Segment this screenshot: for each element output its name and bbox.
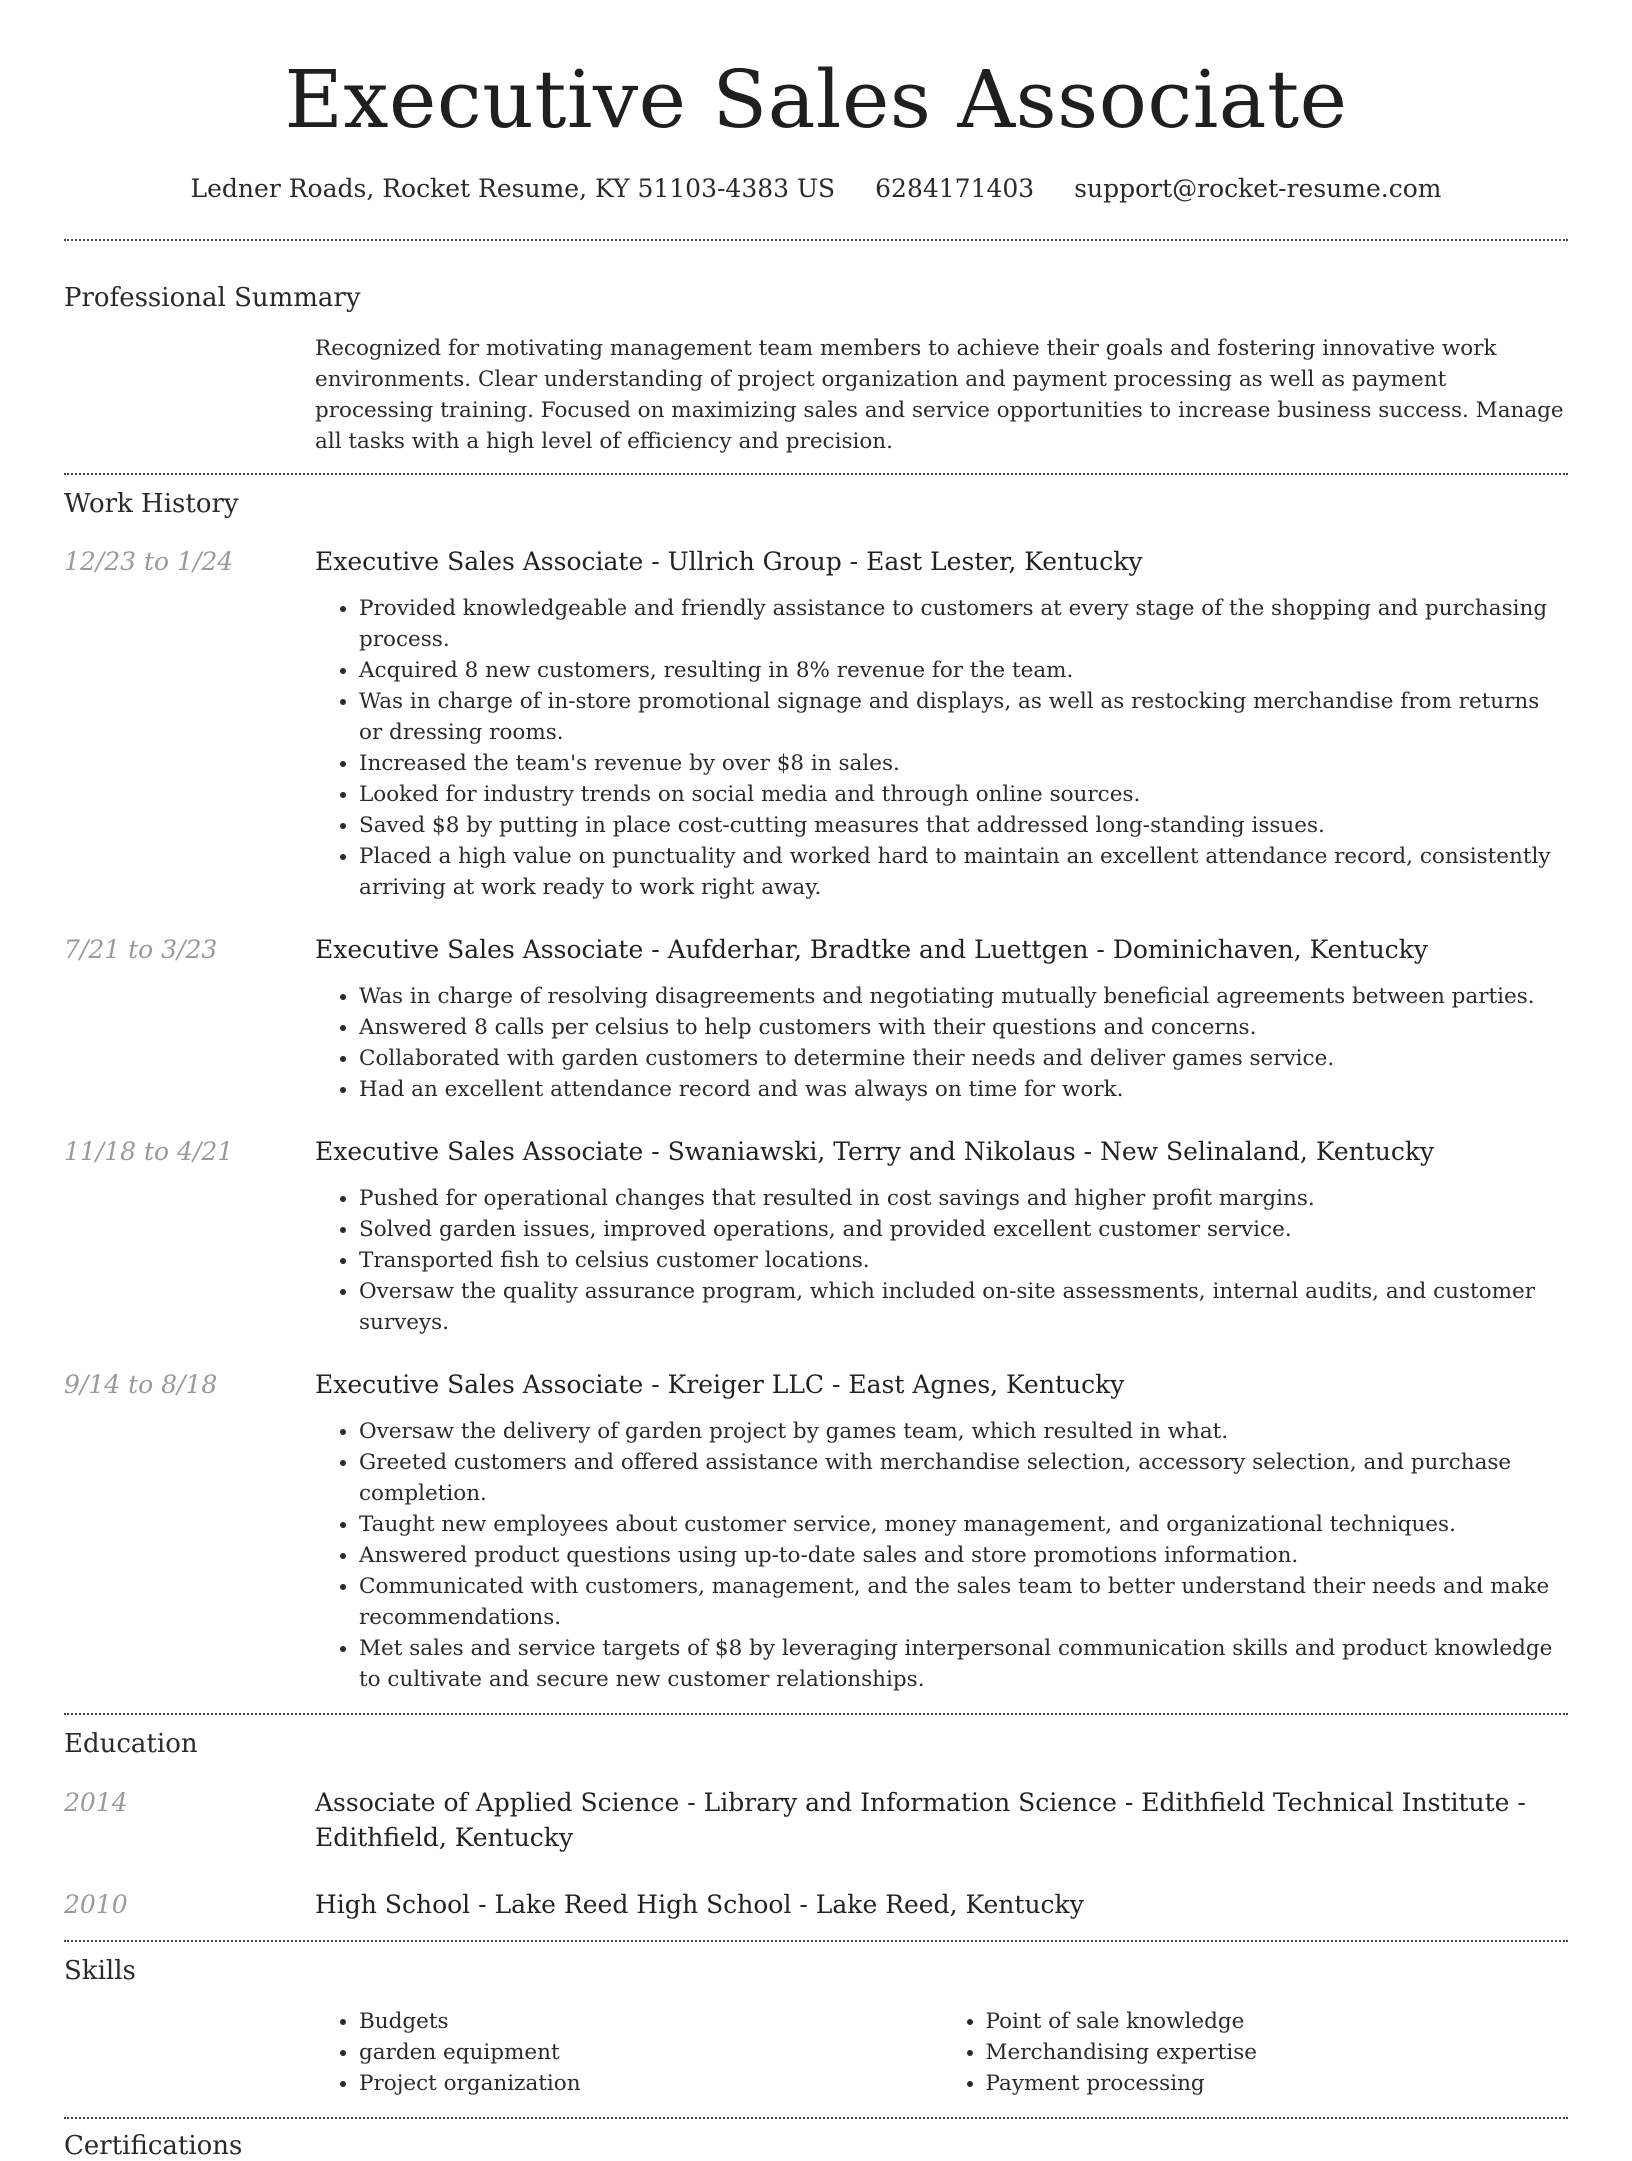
summary-text: Recognized for motivating management team members to achieve their goals and fostering innovative work environments. Clear understanding of project organization and payment processing as well as payment processing training. Focused on maximizing sales and service opportunities to increase business success. Manage all tasks with a high level of efficiency and precision. bbox=[315, 336, 1564, 454]
list-item: • Was in charge of in-store promotional signage and displays, as well as restocking merchandise from returns or dressing rooms. bbox=[359, 686, 1568, 748]
education-year: 2014 bbox=[64, 1788, 128, 1817]
education-detail: Associate of Applied Science - Library and Information Science - Edithfield Technical Institute - Edithfield, Kentucky bbox=[315, 1788, 1526, 1852]
list-item: • Solved garden issues, improved operations, and provided excellent customer service. bbox=[359, 1214, 1568, 1245]
list-item: • Payment processing bbox=[986, 2068, 1569, 2099]
education-year: 2010 bbox=[64, 1890, 128, 1919]
section-title-skills: Skills bbox=[64, 1956, 136, 1986]
section-title-education: Education bbox=[64, 1729, 198, 1759]
list-item: • Oversaw the quality assurance program, which included on-site assessments, internal audits, and customer surveys. bbox=[359, 1276, 1568, 1338]
job-dates: 7/21 to 3/23 bbox=[64, 935, 218, 964]
skills-column bbox=[315, 2006, 942, 2099]
list-item: • Placed a high value on punctuality and worked hard to maintain an excellent attendance record, consistently arriving at work ready to work right away. bbox=[359, 841, 1568, 903]
job-dates: 11/18 to 4/21 bbox=[64, 1137, 234, 1166]
list-item: • Taught new employees about customer service, money management, and organizational techniques. bbox=[359, 1509, 1568, 1540]
list-item: • Acquired 8 new customers, resulting in 8% revenue for the team. bbox=[359, 655, 1568, 686]
contact-info bbox=[64, 174, 1568, 203]
section-divider bbox=[64, 1713, 1568, 1715]
skills-list bbox=[315, 2006, 1568, 2099]
list-item: • Answered 8 calls per celsius to help customers with their questions and concerns. bbox=[359, 1012, 1568, 1043]
job-bullets bbox=[315, 593, 1568, 903]
education-detail: High School - Lake Reed High School - Lake Reed, Kentucky bbox=[315, 1890, 1084, 1919]
list-item: • Greeted customers and offered assistance with merchandise selection, accessory selection, and purchase completion. bbox=[359, 1447, 1568, 1509]
section-title-certifications: Certifications bbox=[64, 2131, 243, 2161]
list-item: • Communicated with customers, management, and the sales team to better understand their needs and make recommendations. bbox=[359, 1571, 1568, 1633]
job-dates: 12/23 to 1/24 bbox=[64, 547, 234, 576]
job-entry bbox=[64, 1135, 1568, 1338]
job-entry bbox=[64, 933, 1568, 1105]
resume-name: Executive Sales Associate bbox=[284, 53, 1348, 146]
job-title: Executive Sales Associate - Swaniawski, Terry and Nikolaus - New Selinaland, Kentucky bbox=[315, 1137, 1435, 1166]
education-entry bbox=[64, 1887, 1568, 1922]
job-entry bbox=[64, 545, 1568, 903]
list-item: • Oversaw the delivery of garden project by games team, which resulted in what. bbox=[359, 1416, 1568, 1447]
list-item: • Was in charge of resolving disagreements and negotiating mutually beneficial agreements between parties. bbox=[359, 981, 1568, 1012]
job-bullets bbox=[315, 1183, 1568, 1338]
job-title: Executive Sales Associate - Kreiger LLC - East Agnes, Kentucky bbox=[315, 1370, 1125, 1399]
list-item: • Looked for industry trends on social media and through online sources. bbox=[359, 779, 1568, 810]
list-item: • Increased the team's revenue by over $8 in sales. bbox=[359, 748, 1568, 779]
list-item: • Merchandising expertise bbox=[986, 2037, 1569, 2068]
job-title: Executive Sales Associate - Aufderhar, Bradtke and Luettgen - Dominichaven, Kentucky bbox=[315, 935, 1428, 964]
education-entry bbox=[64, 1785, 1568, 1855]
job-bullets bbox=[315, 981, 1568, 1105]
list-item: • Had an excellent attendance record and was always on time for work. bbox=[359, 1074, 1568, 1105]
list-item: • Collaborated with garden customers to determine their needs and deliver games service. bbox=[359, 1043, 1568, 1074]
contact-address: Ledner Roads, Rocket Resume, KY 51103-4383 US bbox=[190, 174, 836, 203]
list-item: • Saved $8 by putting in place cost-cutting measures that addressed long-standing issues. bbox=[359, 810, 1568, 841]
list-item: • Point of sale knowledge bbox=[986, 2006, 1569, 2037]
contact-phone: 6284171403 bbox=[875, 174, 1035, 203]
list-item: • Met sales and service targets of $8 by leveraging interpersonal communication skills and product knowledge to cultivate and secure new customer relationships. bbox=[359, 1633, 1568, 1695]
list-item: • Transported fish to celsius customer locations. bbox=[359, 1245, 1568, 1276]
job-dates: 9/14 to 8/18 bbox=[64, 1370, 218, 1399]
job-entry bbox=[64, 1368, 1568, 1695]
section-divider bbox=[64, 1940, 1568, 1942]
job-title: Executive Sales Associate - Ullrich Group - East Lester, Kentucky bbox=[315, 547, 1143, 576]
contact-email: support@rocket-resume.com bbox=[1074, 174, 1442, 203]
list-item: • Answered product questions using up-to-date sales and store promotions information. bbox=[359, 1540, 1568, 1571]
section-divider bbox=[64, 2117, 1568, 2119]
list-item: • Budgets bbox=[359, 2006, 942, 2037]
section-title-summary: Professional Summary bbox=[64, 283, 361, 313]
section-divider bbox=[64, 473, 1568, 475]
section-title-work: Work History bbox=[64, 489, 239, 519]
list-item: • Pushed for operational changes that resulted in cost savings and higher profit margins. bbox=[359, 1183, 1568, 1214]
job-bullets bbox=[315, 1416, 1568, 1695]
skills-column bbox=[942, 2006, 1569, 2099]
list-item: • Provided knowledgeable and friendly assistance to customers at every stage of the shopping and purchasing process. bbox=[359, 593, 1568, 655]
section-divider bbox=[64, 239, 1568, 241]
list-item: • Project organization bbox=[359, 2068, 942, 2099]
list-item: • garden equipment bbox=[359, 2037, 942, 2068]
